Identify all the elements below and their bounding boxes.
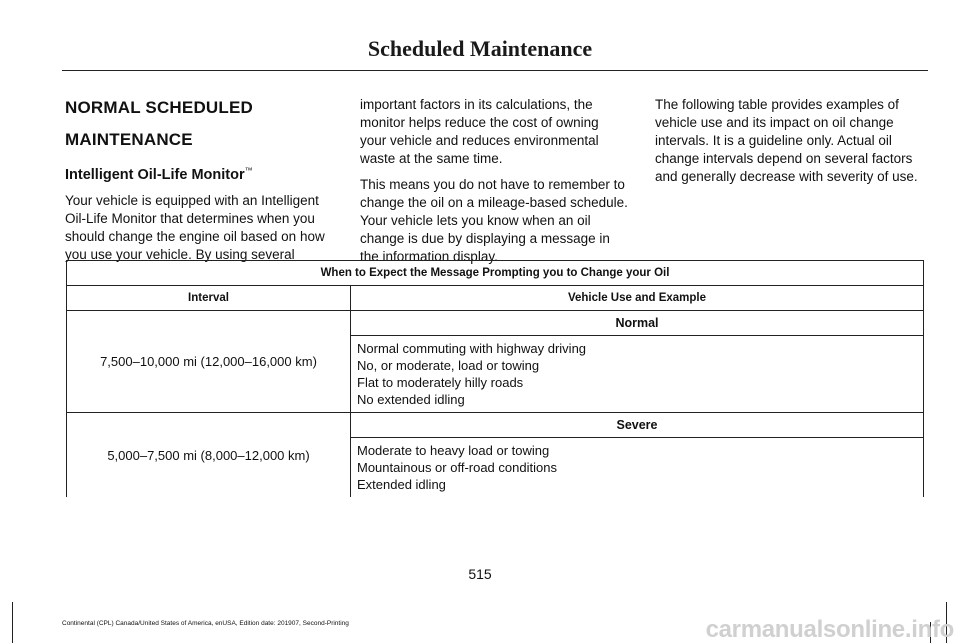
sub-heading-text: Intelligent Oil-Life Monitor <box>65 166 245 183</box>
detail-line: Flat to moderately hilly roads <box>357 375 524 390</box>
trademark-symbol: ™ <box>244 166 253 175</box>
paragraph-2: important factors in its calculations, the monitor helps reduce the cost of owning your vehicle and reduces environmental waste at the same time. <box>360 97 599 166</box>
oil-change-table <box>66 260 924 497</box>
category-normal: Normal <box>351 311 924 336</box>
interval-normal: 7,500–10,000 mi (12,000–16,000 km) <box>67 311 351 413</box>
detail-line: Mountainous or off-road conditions <box>357 460 557 475</box>
detail-line: No, or moderate, load or towing <box>357 358 540 373</box>
details-severe <box>351 438 924 498</box>
crop-mark-left <box>12 602 13 643</box>
paragraph-3: This means you do not have to remember to change the oil on a mileage-based schedule. Your vehicle lets you know when an oil change is due by displaying a message in the information display. <box>360 177 628 264</box>
watermark-text: carmanualsonline.info <box>705 616 954 643</box>
detail-line: Normal commuting with highway driving <box>357 341 587 356</box>
details-normal <box>351 336 924 413</box>
category-severe: Severe <box>351 413 924 438</box>
detail-line: Moderate to heavy load or towing <box>357 443 550 458</box>
section-heading-line-2: MAINTENANCE <box>65 130 193 149</box>
page-header-title: Scheduled Maintenance <box>367 36 593 61</box>
text-column-2 <box>360 96 628 274</box>
sub-heading <box>65 162 333 184</box>
detail-line: Extended idling <box>357 477 446 492</box>
text-column-1 <box>65 96 333 272</box>
paragraph-1: Your vehicle is equipped with an Intelligent Oil-Life Monitor that determines when you should change the engine oil based on how you use your vehicle. By using several <box>65 192 325 262</box>
detail-line: No extended idling <box>357 392 465 407</box>
text-column-3 <box>655 96 923 194</box>
header-divider <box>62 70 928 71</box>
paragraph-4: The following table provides examples of vehicle use and its impact on oil change intervals. It is a guideline only. Actual oil change intervals depend on several factors and generally decrease with severity of use. <box>655 97 918 184</box>
interval-severe: 5,000–7,500 mi (8,000–12,000 km) <box>67 413 351 498</box>
column-header-interval: Interval <box>67 286 351 311</box>
page-number: 515 <box>468 566 492 582</box>
column-header-vehicle-use: Vehicle Use and Example <box>351 286 924 311</box>
table-caption: When to Expect the Message Prompting you to Change your Oil <box>67 261 924 286</box>
section-heading-line-1: NORMAL SCHEDULED <box>65 98 254 117</box>
edition-footer: Continental (CPL) Canada/United States of America, enUSA, Edition date: 201907, Second-Printing <box>62 620 349 627</box>
